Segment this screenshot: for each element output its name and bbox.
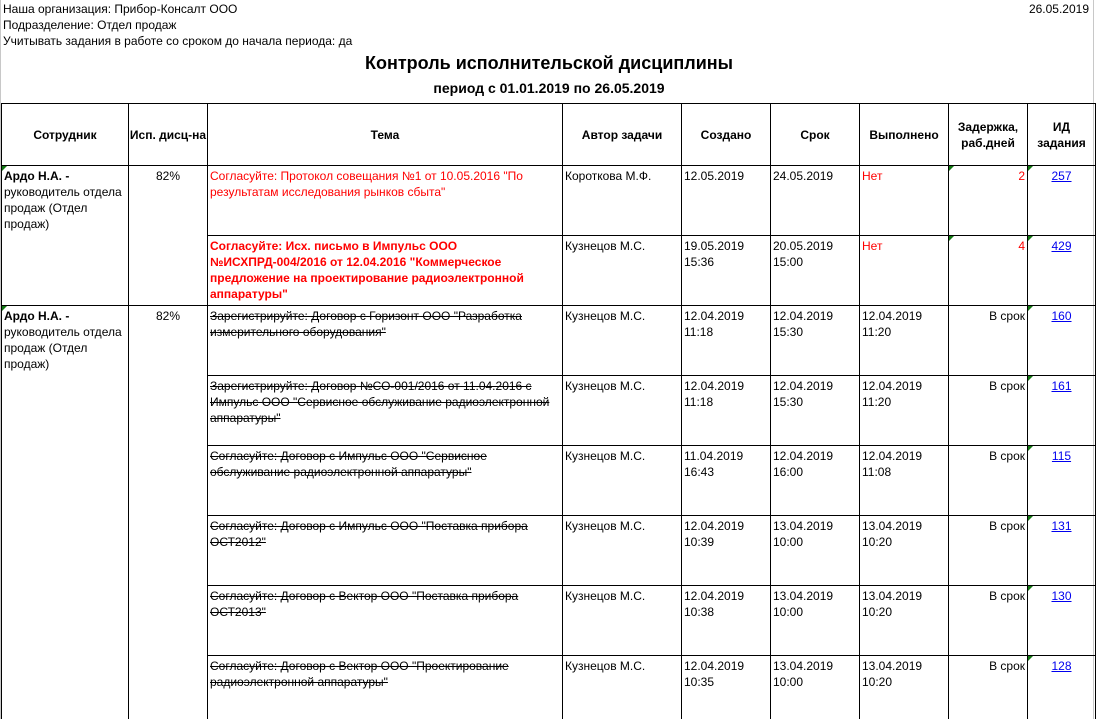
discipline-cell — [129, 306, 208, 719]
delay-value: В срок — [989, 449, 1025, 463]
done-cell — [860, 376, 949, 446]
employee-cell — [2, 306, 129, 719]
task-id-cell — [1028, 236, 1096, 306]
author-value: Кузнецов М.С. — [565, 239, 646, 253]
topic-cell — [208, 166, 563, 236]
done-value: Нет — [862, 169, 883, 183]
topic-value: Зарегистрируйте: Договор с Горизонт ООО "Разработка измерительного оборудования" — [210, 309, 522, 339]
deadline-cell — [771, 446, 860, 516]
task-id-link[interactable]: 160 — [1051, 309, 1072, 323]
done-cell — [860, 656, 949, 719]
delay-value: В срок — [989, 379, 1025, 393]
topic-value: Согласуйте: Договор с Вектор ООО "Поставка прибора ОСТ2013" — [210, 589, 519, 619]
col-employee: Сотрудник — [2, 104, 129, 166]
author-value: Кузнецов М.С. — [565, 589, 646, 603]
topic-cell — [208, 376, 563, 446]
created-cell — [682, 376, 771, 446]
created-value: 12.04.2019 10:39 — [684, 519, 745, 549]
task-id-link[interactable]: 115 — [1051, 449, 1072, 463]
topic-value: Зарегистрируйте: Договор №СО-001/2016 от 11.04.2016 с Импульс ООО "Сервисное обслуживание радиоэлектронной аппаратуры" — [210, 379, 550, 425]
delay-value: В срок — [989, 519, 1025, 533]
task-id-cell — [1028, 166, 1096, 236]
done-value: 12.04.2019 11:08 — [862, 449, 923, 479]
done-cell — [860, 306, 949, 376]
delay-cell — [949, 376, 1028, 446]
done-value: Нет — [862, 239, 883, 253]
topic-cell — [208, 586, 563, 656]
topic-value: Согласуйте: Договор с Импульс ООО "Сервисное обслуживание радиоэлектронной аппаратуры" — [210, 449, 487, 479]
done-cell — [860, 236, 949, 306]
author-cell — [563, 306, 682, 376]
author-value: Кузнецов М.С. — [565, 519, 646, 533]
deadline-cell — [771, 586, 860, 656]
done-cell — [860, 586, 949, 656]
delay-cell — [949, 656, 1028, 719]
employee-name: Ардо Н.А. - — [4, 169, 70, 183]
col-author: Автор задачи — [563, 104, 682, 166]
done-cell — [860, 516, 949, 586]
employee-role: руководитель отдела продаж (Отдел продаж) — [4, 325, 122, 371]
topic-cell — [208, 516, 563, 586]
done-value: 13.04.2019 10:20 — [862, 519, 923, 549]
created-value: 12.04.2019 11:18 — [684, 379, 745, 409]
deadline-value: 12.04.2019 15:30 — [773, 379, 834, 409]
delay-cell — [949, 236, 1028, 306]
done-cell — [860, 446, 949, 516]
deadline-cell — [771, 236, 860, 306]
col-created: Создано — [682, 104, 771, 166]
col-task-id: ИД задания — [1028, 104, 1096, 166]
employee-cell — [2, 166, 129, 306]
topic-cell — [208, 656, 563, 719]
created-cell — [682, 166, 771, 236]
table-body — [2, 166, 1096, 719]
created-cell — [682, 656, 771, 719]
author-value: Кузнецов М.С. — [565, 449, 646, 463]
author-cell — [563, 516, 682, 586]
author-cell — [563, 586, 682, 656]
table-row — [2, 306, 1096, 376]
created-value: 19.05.2019 15:36 — [684, 239, 745, 269]
employee-name: Ардо Н.А. - — [4, 309, 70, 323]
author-cell — [563, 376, 682, 446]
done-value: 12.04.2019 11:20 — [862, 309, 923, 339]
task-id-cell — [1028, 446, 1096, 516]
topic-value: Согласуйте: Протокол совещания №1 от 10.05.2016 "По результатам исследования рынков сбыта" — [210, 169, 523, 199]
discipline-value: 82% — [155, 309, 181, 323]
task-id-link[interactable]: 130 — [1051, 589, 1072, 603]
task-id-link[interactable]: 161 — [1051, 379, 1072, 393]
delay-cell — [949, 446, 1028, 516]
done-value: 13.04.2019 10:20 — [862, 659, 923, 689]
author-value: Короткова М.Ф. — [565, 169, 652, 183]
col-deadline: Срок — [771, 104, 860, 166]
organization-line: Наша организация: Прибор-Консалт ООО — [3, 2, 238, 16]
deadline-cell — [771, 166, 860, 236]
author-value: Кузнецов М.С. — [565, 309, 646, 323]
deadline-value: 13.04.2019 10:00 — [773, 659, 834, 689]
discipline-value: 82% — [155, 169, 181, 183]
col-discipline: Исп. дисц-на — [129, 104, 208, 166]
created-value: 12.04.2019 11:18 — [684, 309, 745, 339]
report-date: 26.05.2019 — [1028, 2, 1089, 16]
col-delay: Задержка, раб.дней — [949, 104, 1028, 166]
task-id-cell — [1028, 656, 1096, 719]
deadline-value: 13.04.2019 10:00 — [773, 589, 834, 619]
topic-value: Согласуйте: Договор с Вектор ООО "Проектирование радиоэлектронной аппаратуры" — [210, 659, 509, 689]
task-id-value — [1028, 656, 1095, 674]
delay-cell — [949, 586, 1028, 656]
created-value: 12.04.2019 10:38 — [684, 589, 745, 619]
delay-value: В срок — [989, 589, 1025, 603]
created-cell — [682, 236, 771, 306]
task-id-value — [1028, 166, 1095, 184]
deadline-cell — [771, 516, 860, 586]
task-id-cell — [1028, 586, 1096, 656]
created-value: 12.04.2019 10:35 — [684, 659, 745, 689]
topic-cell — [208, 446, 563, 516]
delay-value: 2 — [949, 166, 1027, 184]
discipline-cell — [129, 166, 208, 306]
task-id-link[interactable]: 257 — [1051, 169, 1072, 183]
delay-value: В срок — [989, 309, 1025, 323]
table-row — [2, 166, 1096, 236]
task-id-value — [1028, 586, 1095, 604]
task-id-value — [1028, 446, 1095, 464]
created-cell — [682, 586, 771, 656]
task-id-link[interactable]: 429 — [1051, 239, 1072, 253]
done-cell — [860, 166, 949, 236]
deadline-value: 20.05.2019 15:00 — [773, 239, 834, 269]
topic-value: Согласуйте: Исх. письмо в Импульс ООО №ИСХПРД-004/2016 от 12.04.2016 "Коммерческое предложение на проектирование радиоэлектронной аппаратуры" — [210, 239, 524, 301]
delay-cell — [949, 166, 1028, 236]
department-line: Подразделение: Отдел продаж — [3, 18, 177, 32]
delay-value: В срок — [989, 659, 1025, 673]
created-value: 11.04.2019 16:43 — [684, 449, 744, 479]
done-value: 13.04.2019 10:20 — [862, 589, 923, 619]
task-id-link[interactable]: 131 — [1051, 519, 1072, 533]
task-id-value — [1028, 376, 1095, 394]
created-cell — [682, 446, 771, 516]
author-cell — [563, 446, 682, 516]
report-title: Контроль исполнительской дисциплины — [365, 53, 733, 73]
employee-role: руководитель отдела продаж (Отдел продаж) — [4, 185, 122, 231]
topic-cell — [208, 236, 563, 306]
deadline-value: 13.04.2019 10:00 — [773, 519, 834, 549]
deadline-cell — [771, 656, 860, 719]
created-cell — [682, 516, 771, 586]
author-cell — [563, 236, 682, 306]
task-id-value — [1028, 516, 1095, 534]
deadline-value: 12.04.2019 16:00 — [773, 449, 834, 479]
deadline-cell — [771, 376, 860, 446]
author-cell — [563, 166, 682, 236]
col-done: Выполнено — [860, 104, 949, 166]
task-id-value — [1028, 236, 1095, 254]
task-id-cell — [1028, 376, 1096, 446]
done-value: 12.04.2019 11:20 — [862, 379, 923, 409]
task-id-cell — [1028, 306, 1096, 376]
task-id-cell — [1028, 516, 1096, 586]
delay-cell — [949, 306, 1028, 376]
author-cell — [563, 656, 682, 719]
topic-value: Согласуйте: Договор с Импульс ООО "Поставка прибора ОСТ2012" — [210, 519, 528, 549]
discipline-table — [1, 103, 1096, 719]
created-value: 12.05.2019 — [684, 169, 745, 183]
task-id-value — [1028, 306, 1095, 324]
report-period: период с 01.01.2019 по 26.05.2019 — [433, 80, 665, 96]
delay-cell — [949, 516, 1028, 586]
created-cell — [682, 306, 771, 376]
delay-value: 4 — [949, 236, 1027, 254]
author-value: Кузнецов М.С. — [565, 379, 646, 393]
option-line: Учитывать задания в работе со сроком до начала периода: да — [3, 34, 353, 48]
task-id-link[interactable]: 128 — [1051, 659, 1072, 673]
deadline-cell — [771, 306, 860, 376]
author-value: Кузнецов М.С. — [565, 659, 646, 673]
table-header-row — [2, 104, 1096, 166]
col-topic: Тема — [208, 104, 563, 166]
deadline-value: 12.04.2019 15:30 — [773, 309, 834, 339]
topic-cell — [208, 306, 563, 376]
deadline-value: 24.05.2019 — [773, 169, 834, 183]
